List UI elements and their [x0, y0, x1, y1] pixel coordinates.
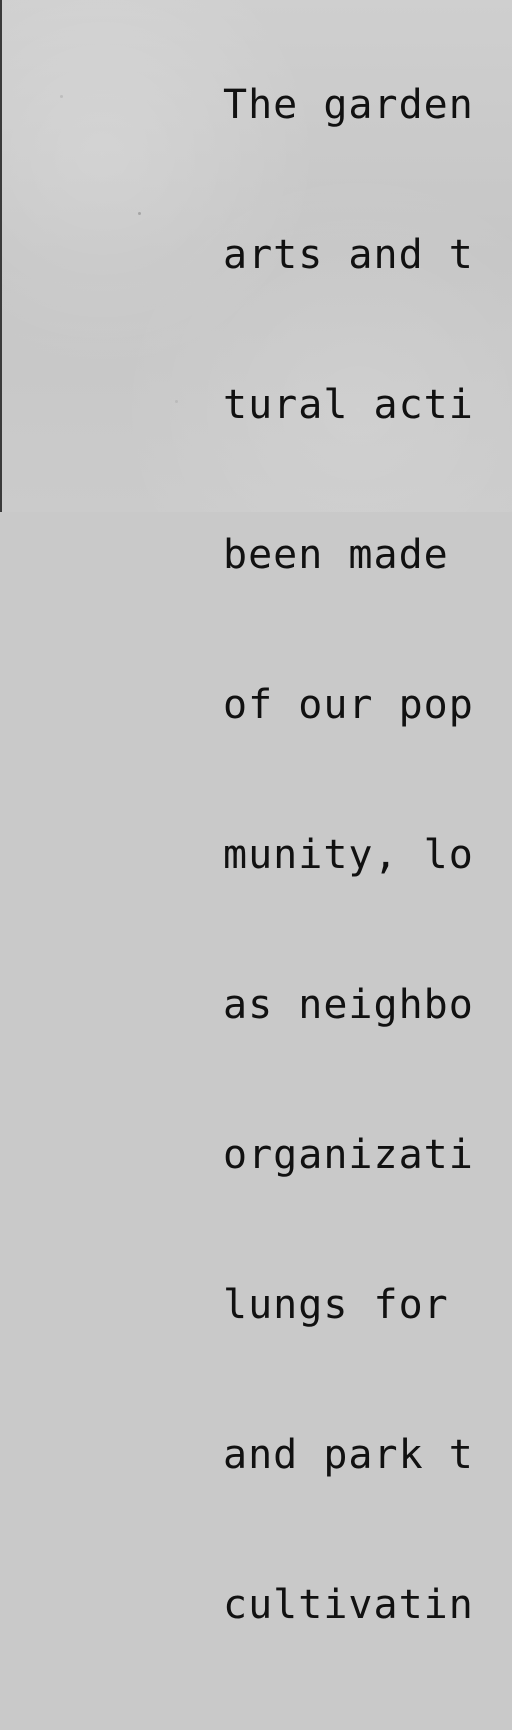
text-line: organizati [223, 1132, 474, 1178]
text-line: lungs for [223, 1282, 474, 1328]
text-line: cultivatin [223, 1582, 474, 1628]
text-line: tural acti [223, 382, 474, 428]
text-line: been made [223, 532, 474, 578]
text-line: munity, lo [223, 832, 474, 878]
document-text [223, 0, 474, 1730]
text-line: and park t [223, 1432, 474, 1478]
paper-speck [60, 95, 63, 98]
text-line: as neighbo [223, 982, 474, 1028]
text-line: The garden [223, 82, 474, 128]
paper-speck [175, 400, 178, 403]
page-edge [0, 0, 2, 512]
text-line: of our pop [223, 682, 474, 728]
text-line: arts and t [223, 232, 474, 278]
paper-speck [138, 212, 141, 215]
